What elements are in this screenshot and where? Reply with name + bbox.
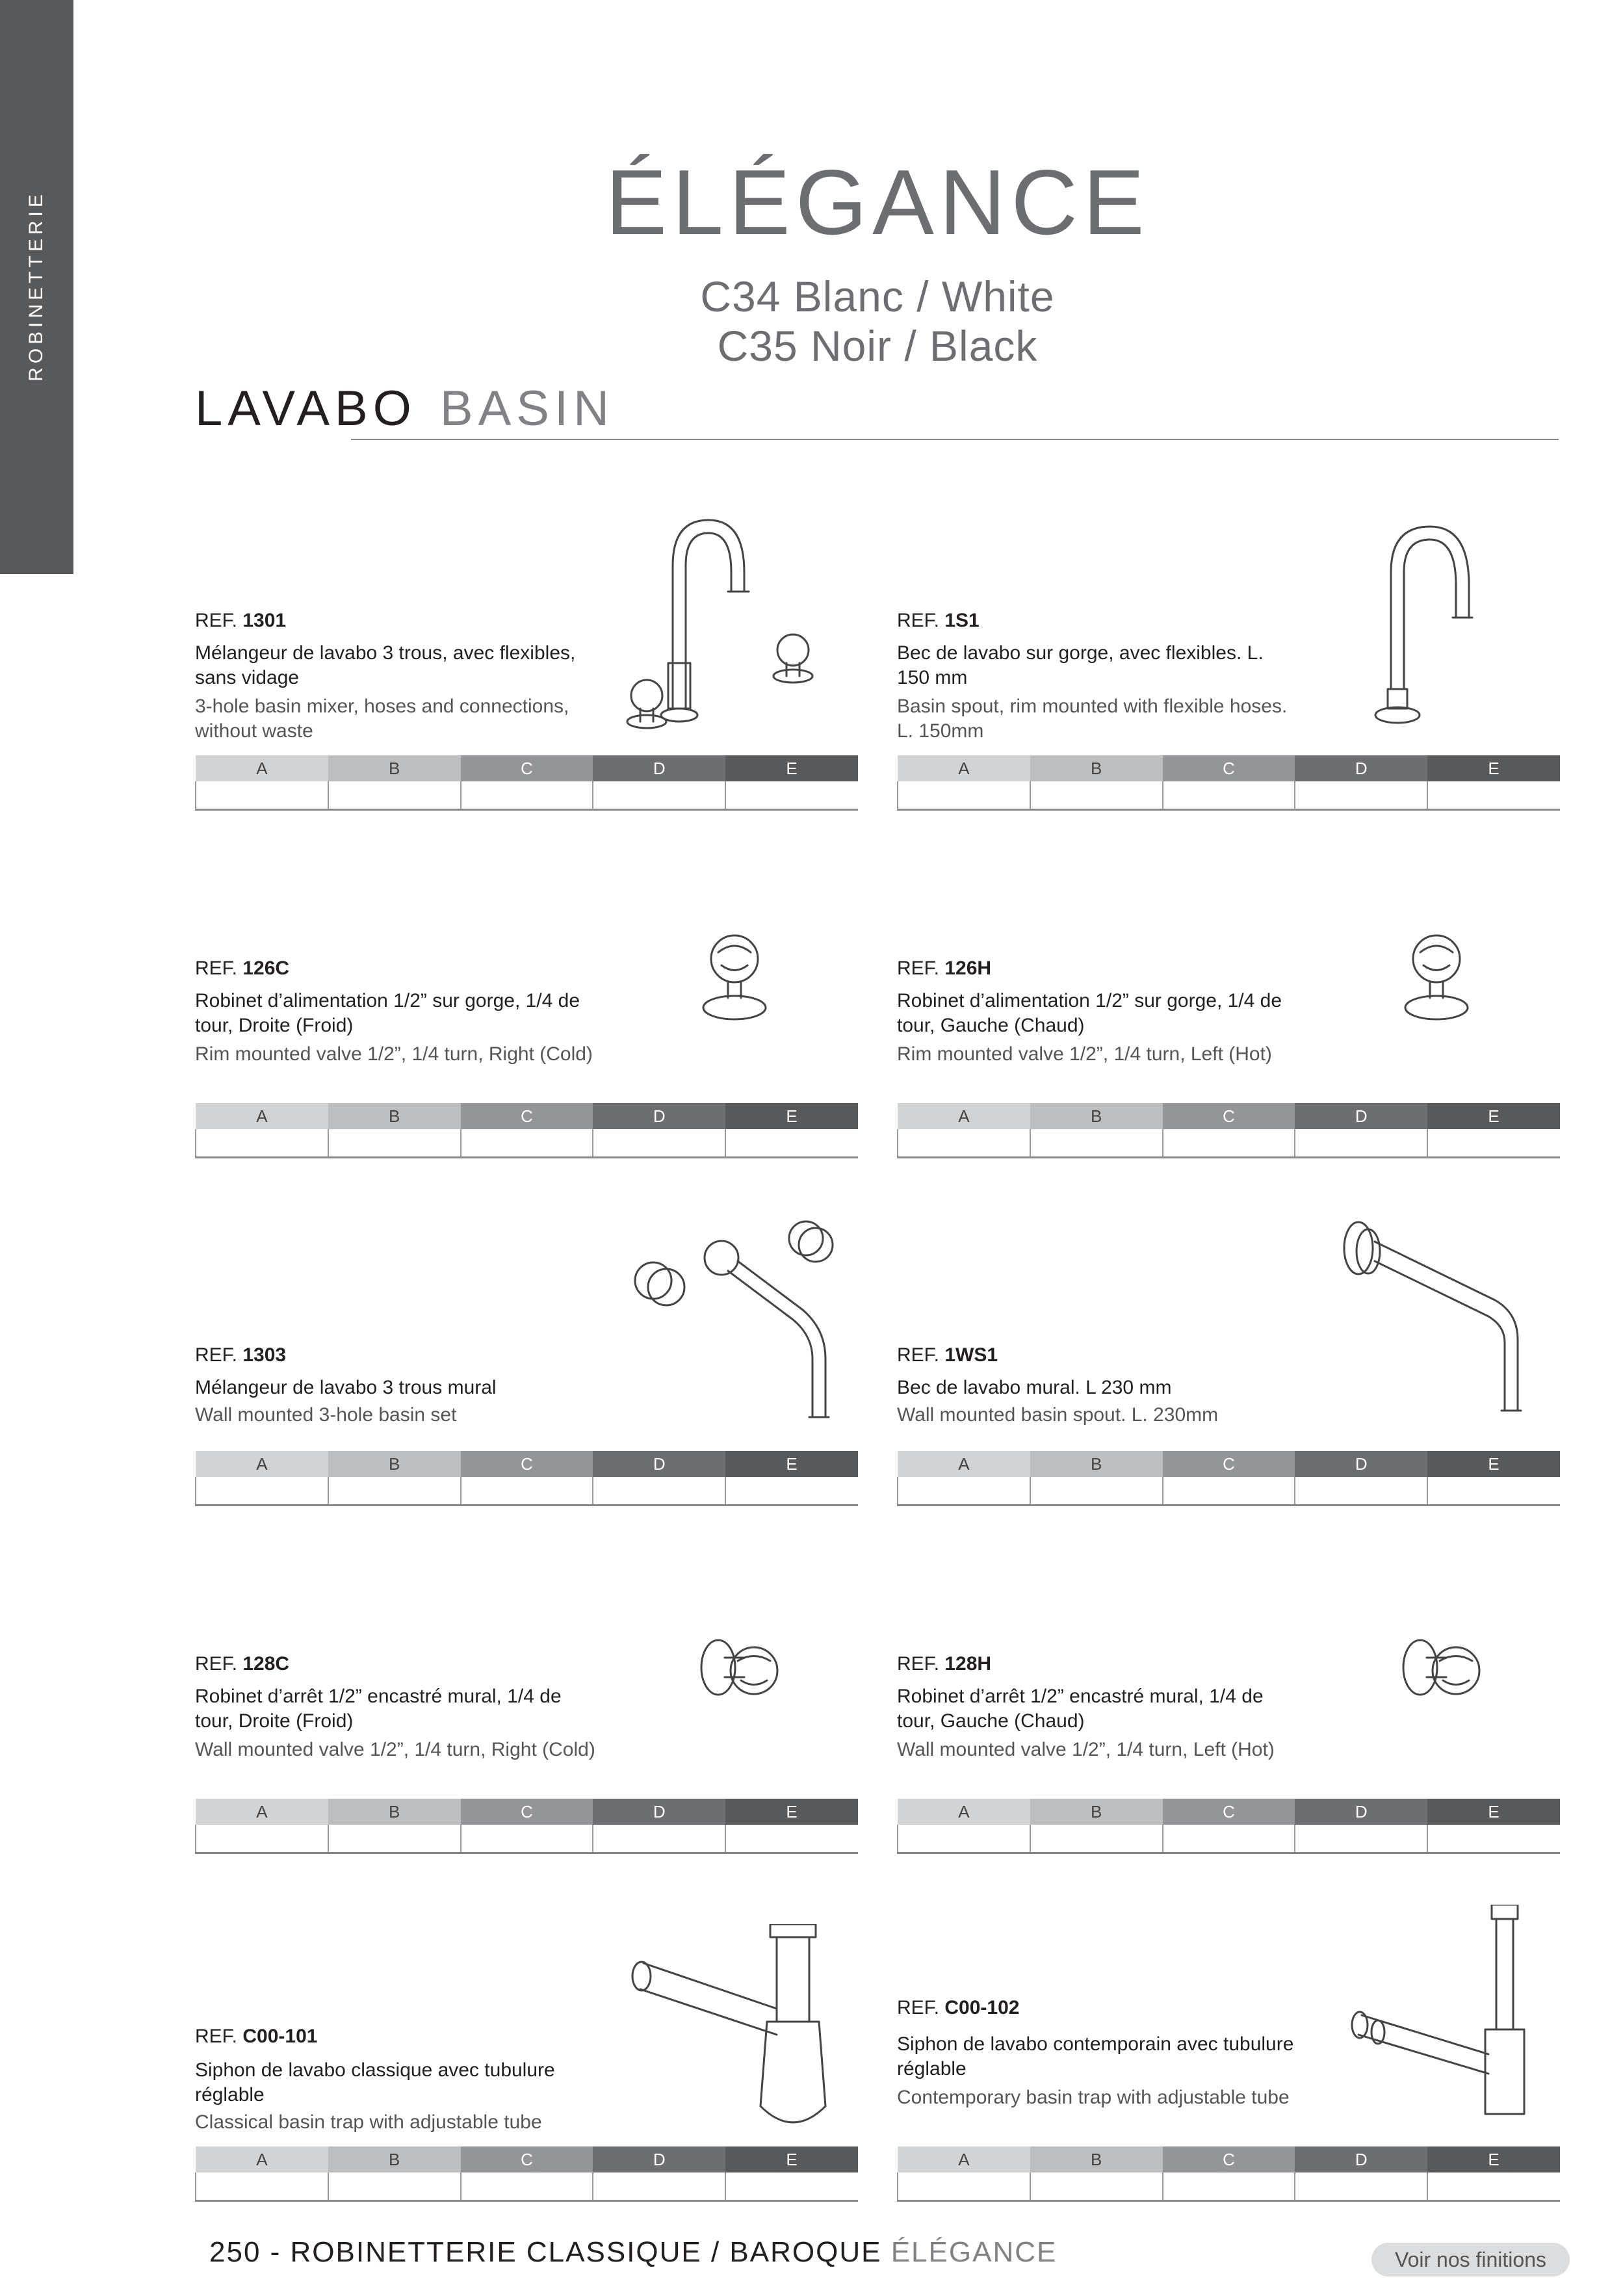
- finish-cell: [196, 1477, 328, 1506]
- finish-cell: [328, 2172, 461, 2201]
- finish-cell: [328, 781, 461, 810]
- finish-col: B: [1030, 1799, 1163, 1825]
- finish-table: [195, 1451, 858, 1506]
- finish-col: A: [196, 1799, 328, 1825]
- finish-col: B: [1030, 1103, 1163, 1129]
- finish-table: [195, 2146, 858, 2202]
- finish-col: D: [1295, 1451, 1427, 1477]
- finish-col: E: [1427, 1451, 1560, 1477]
- product-card: [195, 1209, 858, 1515]
- product-card: [897, 514, 1560, 819]
- wall-valve-icon: [689, 1632, 793, 1726]
- finish-cell: [1427, 1129, 1560, 1158]
- classic-basin-trap-icon: [624, 1924, 858, 2155]
- product-description-en: Wall mounted valve 1/2”, 1/4 turn, Left (Hot): [897, 1739, 1275, 1760]
- finish-cell: [196, 781, 328, 810]
- product-description-fr: Robinet d’arrêt 1/2” encastré mural, 1/4 de tour, Gauche (Chaud): [897, 1686, 1264, 1732]
- finish-col: B: [1030, 2146, 1163, 2172]
- section-title: [195, 380, 614, 437]
- finish-table: [897, 2146, 1560, 2202]
- finish-col: A: [898, 1103, 1030, 1129]
- product-description-fr: Siphon de lavabo classique avec tubulure réglable: [195, 2059, 555, 2106]
- finish-col: D: [1295, 2146, 1427, 2172]
- finish-cell: [725, 1825, 858, 1853]
- finish-cell: [1295, 781, 1427, 810]
- product-description-en: 3-hole basin mixer, hoses and connections, without waste: [195, 696, 569, 742]
- product-card: [897, 861, 1560, 1167]
- product-card: [897, 1209, 1560, 1515]
- finish-col: E: [1427, 1799, 1560, 1825]
- finish-cell: [461, 1477, 593, 1506]
- finish-cell: [1030, 781, 1163, 810]
- finish-col: D: [593, 1103, 725, 1129]
- product-description-en: Wall mounted valve 1/2”, 1/4 turn, Right (Cold): [195, 1739, 595, 1760]
- product-description-en: Wall mounted basin spout. L. 230mm: [897, 1404, 1219, 1426]
- finish-col: B: [328, 1451, 461, 1477]
- view-finishes-button[interactable]: Voir nos finitions: [1371, 2243, 1570, 2276]
- finish-cell: [461, 1129, 593, 1158]
- finish-col: B: [328, 755, 461, 781]
- finish-cell: [1295, 1825, 1427, 1853]
- finish-cell: [898, 2172, 1030, 2201]
- finish-col: E: [725, 1103, 858, 1129]
- finish-col: C: [1163, 1799, 1295, 1825]
- finish-col: D: [593, 1799, 725, 1825]
- contemporary-basin-trap-icon: [1326, 1905, 1560, 2142]
- product-description-fr: Mélangeur de lavabo 3 trous, avec flexibles, sans vidage: [195, 642, 576, 688]
- finish-cell: [1295, 2172, 1427, 2201]
- rim-valve-icon: [1391, 926, 1495, 1034]
- finish-col: D: [593, 2146, 725, 2172]
- product-ref: REF. 1303: [195, 1344, 287, 1366]
- finish-table: [195, 1103, 858, 1158]
- finish-cell: [461, 1825, 593, 1853]
- finish-cell: [328, 1825, 461, 1853]
- product-description-en: Wall mounted 3-hole basin set: [195, 1404, 457, 1426]
- finish-cell: [725, 1477, 858, 1506]
- wall-spout-icon: [1319, 1209, 1553, 1433]
- product-ref: REF. 1S1: [897, 610, 980, 631]
- finish-col: D: [593, 1451, 725, 1477]
- product-ref: REF. 128H: [897, 1653, 992, 1675]
- finish-cell: [328, 1477, 461, 1506]
- finish-table: [897, 1799, 1560, 1854]
- basin-spout-icon: [1326, 514, 1547, 738]
- finish-cell: [1030, 1129, 1163, 1158]
- finish-cell: [593, 1477, 725, 1506]
- wall-basin-set-icon: [617, 1209, 838, 1433]
- finish-col: C: [461, 2146, 593, 2172]
- finish-col: C: [1163, 1451, 1295, 1477]
- footer-brand: ÉLÉGANCE: [890, 2236, 1058, 2268]
- wall-valve-icon: [1391, 1632, 1495, 1726]
- finish-cell: [461, 781, 593, 810]
- finish-cell: [1163, 1129, 1295, 1158]
- finish-col: D: [1295, 1799, 1427, 1825]
- finish-cell: [1163, 2172, 1295, 2201]
- finish-col: B: [1030, 1451, 1163, 1477]
- finish-cell: [1163, 1477, 1295, 1506]
- product-ref: REF. 126H: [897, 958, 992, 979]
- finish-col: E: [725, 2146, 858, 2172]
- product-ref: REF. C00-102: [897, 1997, 1020, 2018]
- product-description-fr: Robinet d’arrêt 1/2” encastré mural, 1/4 de tour, Droite (Froid): [195, 1686, 562, 1732]
- product-description-en: Classical basin trap with adjustable tube: [195, 2111, 542, 2133]
- finish-col: A: [898, 2146, 1030, 2172]
- finish-cell: [898, 1129, 1030, 1158]
- finish-table: [195, 1799, 858, 1854]
- finish-cell: [1163, 1825, 1295, 1853]
- product-description-fr: Bec de lavabo mural. L 230 mm: [897, 1377, 1172, 1398]
- finish-cell: [1427, 1477, 1560, 1506]
- product-description-en: Contemporary basin trap with adjustable tube: [897, 2087, 1290, 2108]
- finish-cell: [196, 1129, 328, 1158]
- finish-col: D: [1295, 755, 1427, 781]
- finish-col: B: [1030, 755, 1163, 781]
- finish-cell: [328, 1129, 461, 1158]
- section-title-en: BASIN: [439, 381, 614, 436]
- footer-category: ROBINETTERIE CLASSIQUE / BAROQUE: [290, 2236, 891, 2268]
- product-card: [195, 1905, 858, 2210]
- finish-col: E: [725, 1451, 858, 1477]
- finish-cell: [593, 2172, 725, 2201]
- finish-col: C: [1163, 755, 1295, 781]
- finish-col: D: [1295, 1103, 1427, 1129]
- finish-cell: [1427, 1825, 1560, 1853]
- finish-cell: [725, 781, 858, 810]
- finish-cell: [461, 2172, 593, 2201]
- finish-col: C: [461, 1799, 593, 1825]
- finish-col: A: [196, 755, 328, 781]
- finish-col: D: [593, 755, 725, 781]
- finish-col: A: [898, 1451, 1030, 1477]
- section-title-fr: LAVABO: [195, 381, 417, 436]
- product-description-en: Rim mounted valve 1/2”, 1/4 turn, Right (Cold): [195, 1043, 593, 1065]
- collection-title: ÉLÉGANCE: [605, 151, 1150, 254]
- finish-col: A: [196, 1103, 328, 1129]
- finish-col: A: [898, 1799, 1030, 1825]
- finish-col: C: [461, 1103, 593, 1129]
- product-description-fr: Mélangeur de lavabo 3 trous mural: [195, 1377, 497, 1398]
- finish-cell: [593, 781, 725, 810]
- finish-col: C: [461, 1451, 593, 1477]
- finish-cell: [725, 2172, 858, 2201]
- product-description-fr: Robinet d’alimentation 1/2” sur gorge, 1/4 de tour, Droite (Froid): [195, 990, 580, 1036]
- product-description-fr: Siphon de lavabo contemporain avec tubulure réglable: [897, 2033, 1294, 2080]
- product-card: [897, 1905, 1560, 2210]
- section-divider: [351, 439, 1559, 440]
- finish-cell: [898, 781, 1030, 810]
- product-card: [195, 861, 858, 1167]
- finish-col: A: [898, 755, 1030, 781]
- finish-col: A: [196, 1451, 328, 1477]
- finish-col: B: [328, 1103, 461, 1129]
- product-ref: REF. 128C: [195, 1653, 290, 1675]
- finish-cell: [725, 1129, 858, 1158]
- finish-cell: [1427, 781, 1560, 810]
- finish-col: C: [1163, 2146, 1295, 2172]
- finish-cell: [1427, 2172, 1560, 2201]
- finish-cell: [593, 1129, 725, 1158]
- finish-line-2: C35 Noir / Black: [717, 322, 1038, 370]
- finish-cell: [1295, 1129, 1427, 1158]
- finish-cell: [1030, 1477, 1163, 1506]
- product-ref: REF. 1WS1: [897, 1344, 998, 1366]
- product-description-fr: Bec de lavabo sur gorge, avec flexibles. L. 150 mm: [897, 642, 1264, 688]
- finish-col: E: [725, 755, 858, 781]
- finish-table: [897, 1103, 1560, 1158]
- finish-col: C: [461, 755, 593, 781]
- finish-col: A: [196, 2146, 328, 2172]
- finish-cell: [1030, 2172, 1163, 2201]
- product-card: [897, 1557, 1560, 1862]
- product-description-en: Basin spout, rim mounted with flexible hoses. L. 150mm: [897, 696, 1288, 742]
- finish-table: [897, 755, 1560, 811]
- page-footer: 250 - ROBINETTERIE CLASSIQUE / BAROQUE ÉLÉGANCE: [209, 2236, 1058, 2268]
- product-ref: REF. C00-101: [195, 2026, 318, 2047]
- product-description-en: Rim mounted valve 1/2”, 1/4 turn, Left (Hot): [897, 1043, 1272, 1065]
- side-tab-label: ROBINETTERIE: [25, 190, 47, 382]
- finish-table: [195, 755, 858, 811]
- rim-valve-icon: [689, 926, 793, 1034]
- product-card: [195, 514, 858, 819]
- finish-col: E: [1427, 2146, 1560, 2172]
- product-ref: REF. 1301: [195, 610, 287, 631]
- finish-cell: [898, 1825, 1030, 1853]
- finish-col: B: [328, 1799, 461, 1825]
- finish-cell: [1030, 1825, 1163, 1853]
- basin-mixer-3-hole-icon: [611, 514, 845, 738]
- finish-cell: [593, 1825, 725, 1853]
- finish-col: B: [328, 2146, 461, 2172]
- finish-cell: [196, 1825, 328, 1853]
- page-number: 250: [209, 2236, 261, 2268]
- finish-col: E: [1427, 755, 1560, 781]
- finish-cell: [898, 1477, 1030, 1506]
- finish-table: [897, 1451, 1560, 1506]
- finish-col: C: [1163, 1103, 1295, 1129]
- finish-line-1: C34 Blanc / White: [700, 272, 1055, 320]
- product-description-fr: Robinet d’alimentation 1/2” sur gorge, 1/4 de tour, Gauche (Chaud): [897, 990, 1282, 1036]
- finish-col: E: [1427, 1103, 1560, 1129]
- product-card: [195, 1557, 858, 1862]
- product-ref: REF. 126C: [195, 958, 290, 979]
- finish-cell: [196, 2172, 328, 2201]
- finish-col: E: [725, 1799, 858, 1825]
- finish-cell: [1163, 781, 1295, 810]
- finish-cell: [1295, 1477, 1427, 1506]
